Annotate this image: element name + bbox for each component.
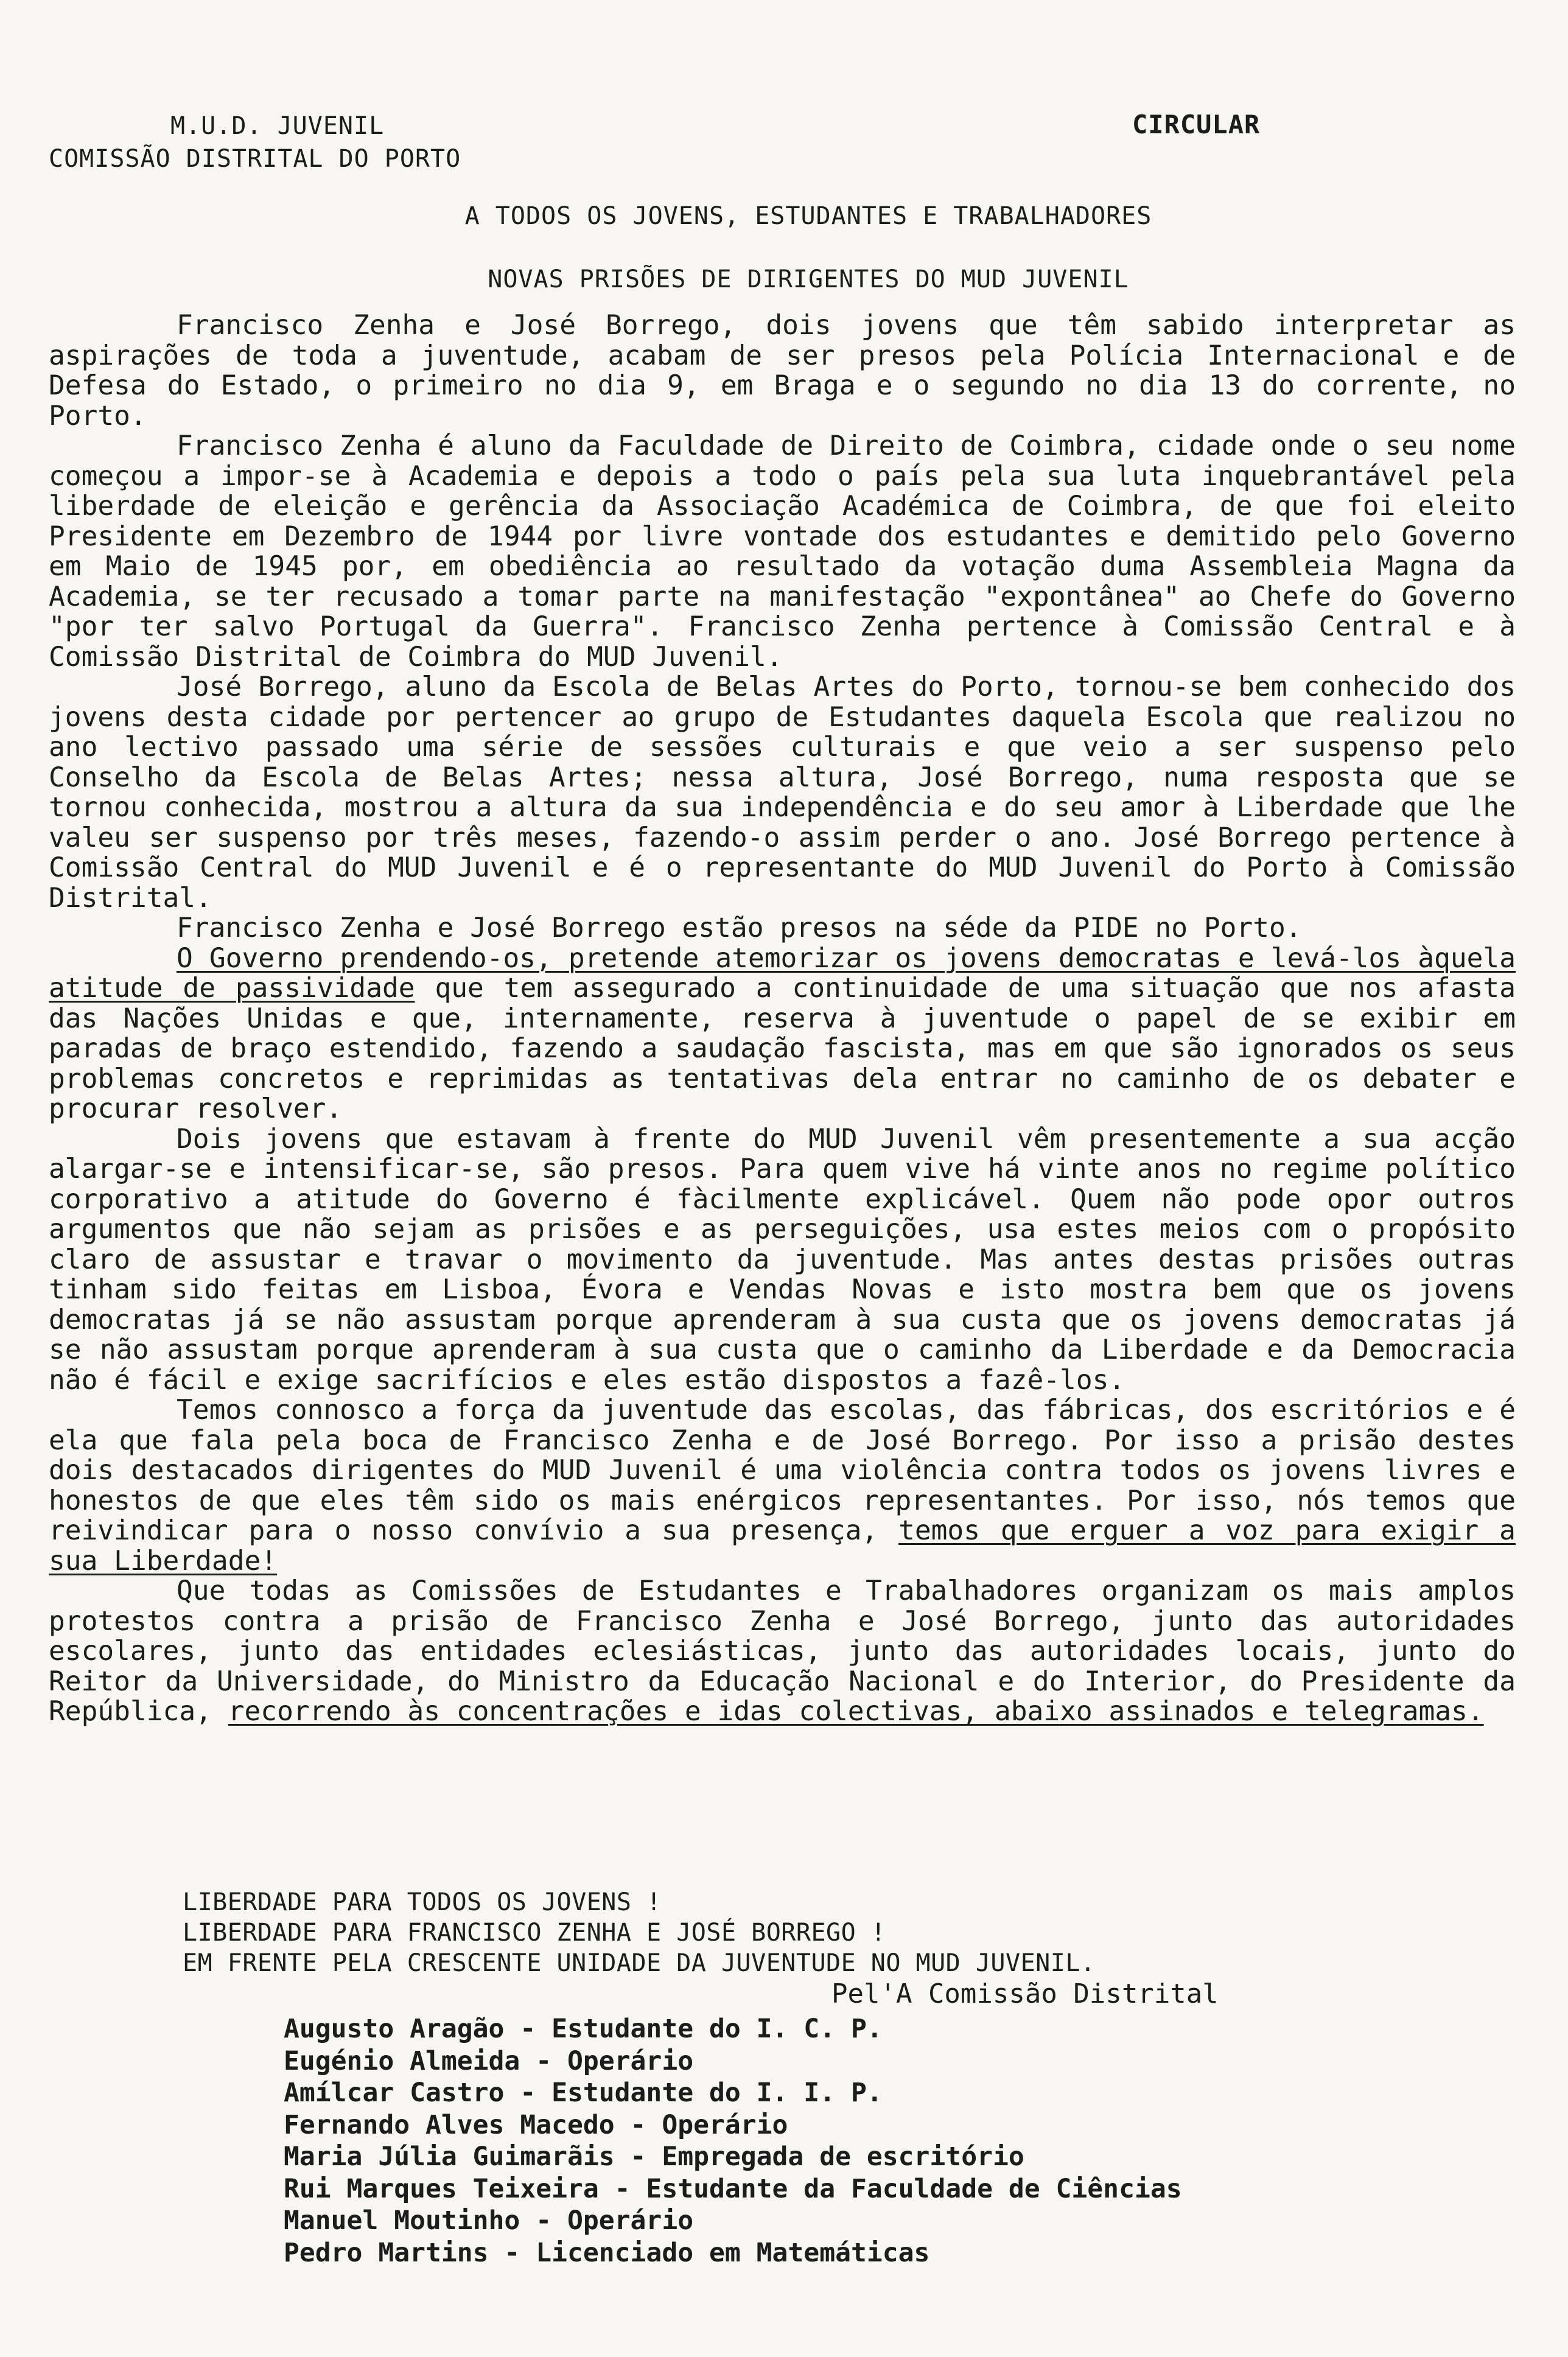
signoff-line: Pel'A Comissão Distrital: [831, 1978, 1219, 2009]
paragraph-5-underlined: O Governo prendendo-os, pretende atemorizar os jovens democratas e levá-los àquela atitude de passividade: [49, 942, 1516, 1004]
header-org-block: [49, 110, 461, 175]
paragraph-7-start: Temos connosco a força da juventude das escolas, das fábricas, dos escritórios e é ela que fala pela boca de Francisco Zenha e de José Borrego. Por isso a prisão destes dois destacados dirigentes do MUD Juvenil é uma violência contra todos os jovens livres e honestos de que eles têm sido os mais enérgicos representantes. Por isso, nós temos que reivindicar para o nosso convívio a sua presença,: [49, 1395, 1516, 1546]
paragraph-6: Dois jovens que estavam à frente do MUD Juvenil vêm presentemente a sua acção alargar-se e intensificar-se, são presos. Para quem vive há vinte anos no regime político corporativo a atitude do Governo é fàcilmente explicável. Quem não pode opor outros argumentos que não sejam as prisões e as perseguições, usa estes meios com o propósito claro de assustar e travar o movimento da juventude. Mas antes destas prisões outras tinham sido feitas em Lisboa, Évora e Vendas Novas e isto mostra bem que os jovens democratas já se não assustam porque aprenderam à sua custa que os jovens democratas já se não assustam porque aprenderam à sua custa que o caminho da Liberdade e da Democracia não é fácil e exige sacrifícios e eles estão dispostos a fazê-los.: [49, 1123, 1516, 1396]
addressee-title: A TODOS OS JOVENS, ESTUDANTES E TRABALHADORES: [464, 202, 1152, 230]
slogan-1: LIBERDADE PARA TODOS OS JOVENS !: [183, 1888, 662, 1916]
closing-slogans: [183, 1887, 1096, 1978]
committee-name: COMISSÃO DISTRITAL DO PORTO: [49, 145, 461, 173]
signatory: Amílcar Castro - Estudante do I. I. P.: [284, 2078, 883, 2108]
paragraph-3: José Borrego, aluno da Escola de Belas Artes do Porto, tornou-se bem conhecido dos jovens desta cidade por pertencer ao grupo de Estudantes daquela Escola que realizou no ano lectivo passado uma série de sessões culturais e que veio a ser suspenso pelo Conselho da Escola de Belas Artes; nessa altura, José Borrego, numa resposta que se tornou conhecida, mostrou a altura da sua independência e do seu amor à Liberdade que lhe valeu ser suspenso por três meses, fazendo-o assim perder o ano. José Borrego pertence à Comissão Central do MUD Juvenil e é o representante do MUD Juvenil do Porto à Comissão Distrital.: [49, 671, 1516, 914]
signatory: Augusto Aragão - Estudante do I. C. P.: [284, 2014, 883, 2044]
circular-body: [49, 310, 1516, 1727]
headline-title: NOVAS PRISÕES DE DIRIGENTES DO MUD JUVENIL: [488, 265, 1129, 293]
paragraph-8: [49, 1576, 1516, 1727]
paragraph-8-underlined: recorrendo às concentrações e idas colectivas, abaixo assinados e telegramas.: [228, 1696, 1484, 1727]
doc-type-label: CIRCULAR: [1132, 110, 1261, 139]
signatory: Maria Júlia Guimarãis - Empregada de escritório: [284, 2142, 1024, 2172]
paragraph-4: Francisco Zenha e José Borrego estão presos na séde da PIDE no Porto.: [177, 912, 1302, 944]
signatory: Pedro Martins - Licenciado em Matemáticas: [284, 2237, 930, 2268]
signatory-list: [284, 2013, 1182, 2269]
signatory: Manuel Moutinho - Operário: [284, 2205, 694, 2236]
signatory: Eugénio Almeida - Operário: [284, 2045, 694, 2076]
paragraph-2: Francisco Zenha é aluno da Faculdade de Direito de Coimbra, cidade onde o seu nome começou a impor-se à Academia e depois a todo o país pela sua luta inquebrantável pela liberdade de eleição e gerência da Associação Académica de Coimbra, de que foi eleito Presidente em Dezembro de 1944 por livre vontade dos estudantes e demitido pelo Governo em Maio de 1945 por, em obediência ao resultado da votação duma Assembleia Magna da Academia, se ter recusado a tomar parte na manifestação "expontânea" ao Chefe do Governo "por ter salvo Portugal da Guerra". Francisco Zenha pertence à Comissão Central e à Comissão Distrital de Coimbra do MUD Juvenil.: [49, 430, 1516, 673]
paragraph-5: [49, 944, 1516, 1124]
paragraph-7-underlined: temos que erguer a voz para exigir a sua Liberdade!: [49, 1515, 1516, 1577]
paragraph-5-rest: que tem assegurado a continuidade de uma situação que nos afasta das Nações Unidas e que, internamente, reserva à juventude o papel de se exibir em paradas de braço estendido, fazendo a saudação fascista, mas em que são ignorados os seus problemas concretos e reprimidas as tentativas dela entrar no caminho de os debater e procurar resolver.: [49, 973, 1516, 1124]
paragraph-8-start: Que todas as Comissões de Estudantes e Trabalhadores organizam os mais amplos protestos contra a prisão de Francisco Zenha e José Borrego, junto das autoridades escolares, junto das entidades eclesiásticas, junto das autoridades locais, junto do Reitor da Universidade, do Ministro da Educação Nacional e do Interior, do Presidente da República,: [49, 1575, 1516, 1727]
slogan-2: LIBERDADE PARA FRANCISCO ZENHA E JOSÉ BORREGO !: [183, 1919, 886, 1947]
slogan-3: EM FRENTE PELA CRESCENTE UNIDADE DA JUVENTUDE NO MUD JUVENIL.: [183, 1949, 1096, 1977]
paragraph-7: [49, 1395, 1516, 1576]
org-name: M.U.D. JUVENIL: [170, 112, 385, 140]
signatory: Fernando Alves Macedo - Operário: [284, 2109, 788, 2140]
paragraph-1: Francisco Zenha e José Borrego, dois jovens que têm sabido interpretar as aspirações de toda a juventude, acabam de ser presos pela Polícia Internacional e de Defesa do Estado, o primeiro no dia 9, em Braga e o segundo no dia 13 do corrente, no Porto.: [49, 310, 1516, 432]
signatory: Rui Marques Teixeira - Estudante da Faculdade de Ciências: [284, 2173, 1182, 2204]
